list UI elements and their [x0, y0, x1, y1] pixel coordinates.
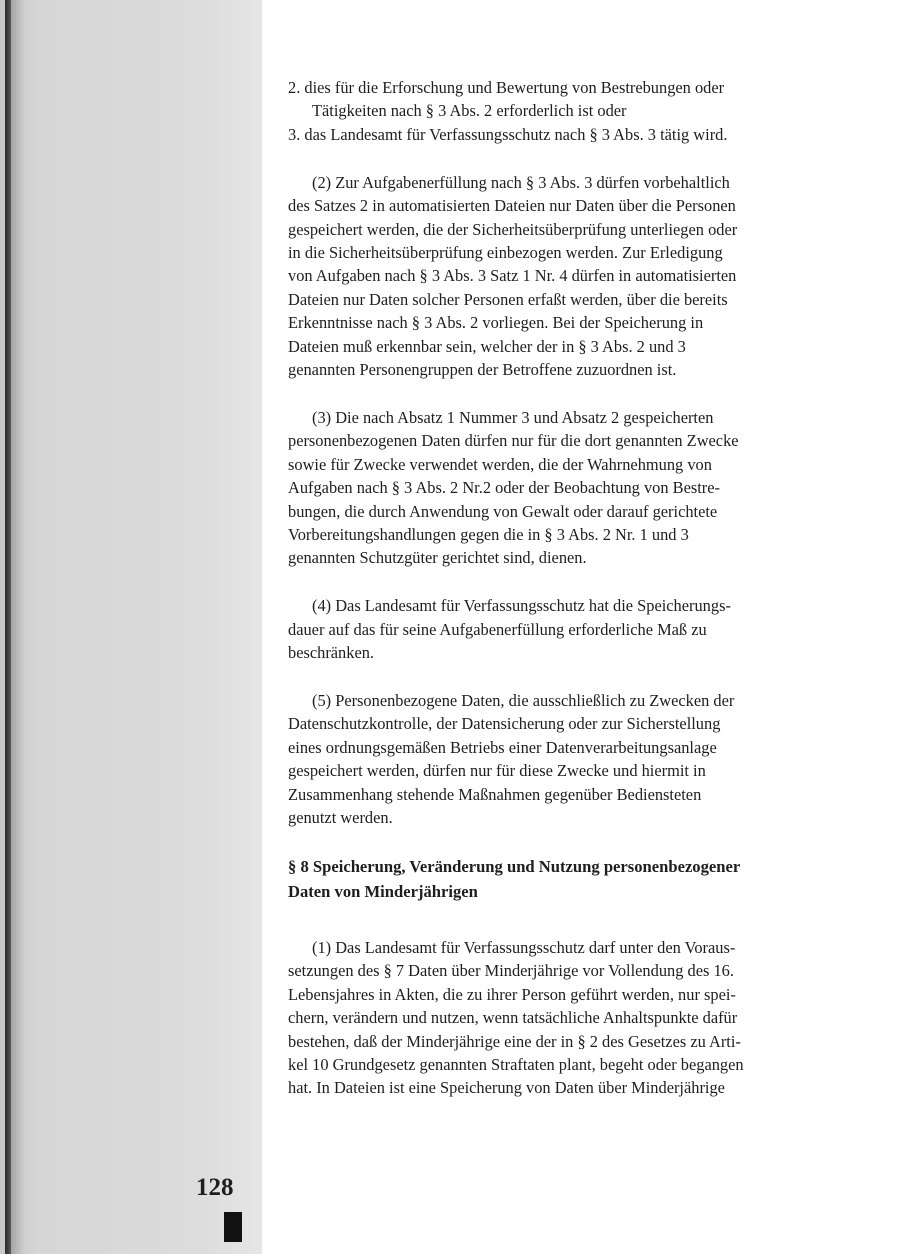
text-line: personenbezogenen Daten dürfen nur für die dort genannten Zwecke	[288, 431, 739, 451]
text-line: Zusammenhang stehende Maßnahmen gegenüber Bediensteten	[288, 784, 702, 804]
text-line: (4) Das Landesamt für Verfassungsschutz hat die Speicherungs-	[312, 596, 731, 616]
page-number: 128	[196, 1174, 234, 1201]
section-heading	[288, 854, 808, 904]
section-paragraph-1	[288, 936, 808, 1100]
text-line: eines ordnungsgemäßen Betriebs einer Datenverarbeitungsanlage	[288, 737, 717, 757]
text-line: genannten Schutzgüter gerichtet sind, dienen.	[288, 548, 587, 568]
text-line: Aufgaben nach § 3 Abs. 2 Nr.2 oder der Beobachtung von Bestre-	[288, 478, 720, 498]
list-number: 2.	[288, 78, 301, 97]
text-line: gespeichert werden, dürfen nur für diese Zwecke und hiermit in	[288, 761, 706, 781]
text-line: dauer auf das für seine Aufgabenerfüllung erforderliche Maß zu	[288, 619, 707, 639]
text-line: (5) Personenbezogene Daten, die ausschließlich zu Zwecken der	[312, 690, 735, 710]
text-line: Erkenntnisse nach § 3 Abs. 2 vorliegen. Bei der Speicherung in	[288, 313, 704, 333]
text-line: Dateien muß erkennbar sein, welcher der in § 3 Abs. 2 und 3	[288, 336, 686, 356]
document-body	[288, 76, 808, 1100]
text-line: genannten Personengruppen der Betroffene zuzuordnen ist.	[288, 359, 677, 379]
text-line: bestehen, daß der Minderjährige eine der in § 2 des Gesetzes zu Arti-	[288, 1031, 741, 1051]
paragraph-3	[288, 406, 808, 570]
list-number: 3.	[288, 124, 301, 144]
paragraph-4	[288, 594, 808, 664]
text-line: Lebensjahres in Akten, die zu ihrer Person geführt werden, nur spei-	[288, 984, 736, 1004]
page-marker-block	[224, 1212, 242, 1242]
text-line: Datenschutzkontrolle, der Datensicherung oder zur Sicherstellung	[288, 714, 721, 734]
list-item-3	[288, 123, 808, 146]
text-line: gespeichert werden, die der Sicherheitsüberprüfung unterliegen oder	[288, 219, 738, 239]
text-line: bungen, die durch Anwendung von Gewalt oder darauf gerichtete	[288, 501, 718, 521]
list-item-text: dies für die Erforschung und Bewertung von Bestrebungen oder	[304, 78, 725, 97]
text-line: sowie für Zwecke verwendet werden, die der Wahrnehmung von	[288, 454, 712, 474]
text-line: in die Sicherheitsüberprüfung einbezogen werden. Zur Erledigung	[288, 242, 723, 262]
text-line: setzungen des § 7 Daten über Minderjährige vor Vollendung des 16.	[288, 961, 734, 981]
text-line: kel 10 Grundgesetz genannten Straftaten plant, begeht oder begangen	[288, 1054, 744, 1074]
list-item-text: Tätigkeiten nach § 3 Abs. 2 erforderlich ist oder	[312, 101, 627, 121]
paragraph-5	[288, 689, 808, 829]
text-line: hat. In Dateien ist eine Speicherung von Daten über Minderjährige	[288, 1078, 725, 1098]
text-line: des Satzes 2 in automatisierten Dateien nur Daten über die Personen	[288, 196, 736, 216]
list-item-text: das Landesamt für Verfassungsschutz nach § 3 Abs. 3 tätig wird.	[304, 124, 728, 144]
text-line: chern, verändern und nutzen, wenn tatsächliche Anhaltspunkte dafür	[288, 1008, 738, 1028]
page-margin-strip	[0, 0, 262, 1254]
text-line: (1) Das Landesamt für Verfassungsschutz darf unter den Voraus-	[312, 937, 736, 957]
text-line: genutzt werden.	[288, 807, 393, 827]
text-line: Vorbereitungshandlungen gegen die in § 3 Abs. 2 Nr. 1 und 3	[288, 524, 689, 544]
heading-line: § 8 Speicherung, Veränderung und Nutzung personenbezogener	[288, 856, 741, 876]
paragraph-2	[288, 171, 808, 382]
text-line: beschränken.	[288, 643, 375, 663]
list-item-2	[288, 76, 808, 123]
text-line: (2) Zur Aufgabenerfüllung nach § 3 Abs. 3 dürfen vorbehaltlich	[312, 172, 730, 192]
text-line: von Aufgaben nach § 3 Abs. 3 Satz 1 Nr. 4 dürfen in automatisierten	[288, 266, 737, 286]
text-line: (3) Die nach Absatz 1 Nummer 3 und Absatz 2 gespeicherten	[312, 407, 714, 427]
text-line: Dateien nur Daten solcher Personen erfaßt werden, über die bereits	[288, 289, 728, 309]
heading-line: Daten von Minderjährigen	[288, 881, 478, 901]
binding-shadow	[11, 0, 25, 1254]
